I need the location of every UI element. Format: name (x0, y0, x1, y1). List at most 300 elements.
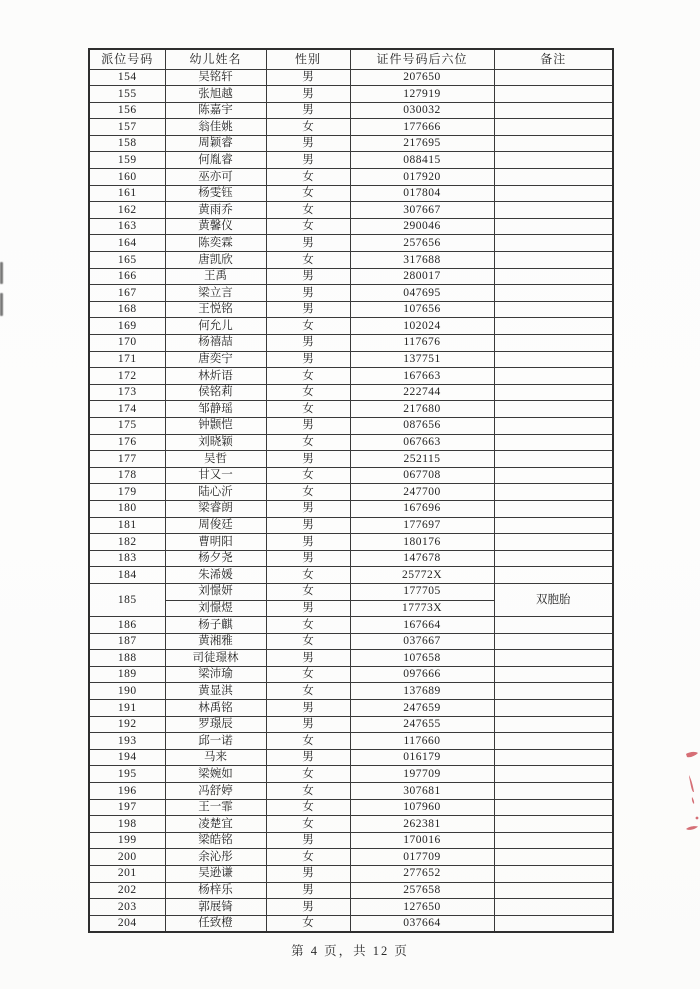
cell-remark (494, 417, 613, 434)
cell-child-name: 钟颢恺 (165, 417, 266, 434)
column-header-gender: 性别 (266, 49, 350, 69)
cell-child-name: 马来 (165, 749, 266, 766)
cell-id-last6: 137751 (350, 351, 494, 368)
table-row (89, 368, 613, 385)
cell-gender: 女 (266, 185, 350, 202)
cell-child-name: 王禹 (165, 268, 266, 285)
cell-gender: 女 (266, 766, 350, 783)
cell-child-name: 邹静瑶 (165, 401, 266, 418)
cell-child-name: 曹明阳 (165, 534, 266, 551)
cell-remark (494, 816, 613, 833)
cell-remark (494, 733, 613, 750)
cell-remark (494, 866, 613, 883)
cell-remark (494, 152, 613, 169)
cell-child-name: 杨夕尧 (165, 550, 266, 567)
cell-remark (494, 650, 613, 667)
cell-gender: 男 (266, 335, 350, 352)
table-row (89, 102, 613, 119)
cell-remark (494, 235, 613, 252)
cell-gender: 女 (266, 252, 350, 269)
cell-remark (494, 119, 613, 136)
table-row (89, 69, 613, 86)
table-row (89, 666, 613, 683)
cell-gender: 男 (266, 135, 350, 152)
cell-id-last6: 047695 (350, 285, 494, 302)
cell-child-name: 司徒璟林 (165, 650, 266, 667)
cell-child-name: 吴逊谦 (165, 866, 266, 883)
table-row (89, 202, 613, 219)
cell-gender: 男 (266, 550, 350, 567)
cell-child-name: 刘憬妍 (165, 583, 266, 600)
cell-remark (494, 434, 613, 451)
table-row (89, 749, 613, 766)
cell-id-last6: 197709 (350, 766, 494, 783)
table-row (89, 451, 613, 468)
table-row (89, 285, 613, 302)
cell-id-last6: 137689 (350, 683, 494, 700)
cell-remark (494, 351, 613, 368)
cell-id-last6: 037667 (350, 633, 494, 650)
cell-child-name: 唐凯欣 (165, 252, 266, 269)
cell-gender: 男 (266, 235, 350, 252)
cell-gender: 男 (266, 600, 350, 617)
cell-remark (494, 384, 613, 401)
cell-allocation-number: 199 (89, 832, 165, 849)
cell-gender: 女 (266, 666, 350, 683)
cell-gender: 女 (266, 849, 350, 866)
cell-allocation-number: 159 (89, 152, 165, 169)
cell-gender: 女 (266, 617, 350, 634)
table-row (89, 766, 613, 783)
table-row (89, 882, 613, 899)
cell-allocation-number: 167 (89, 285, 165, 302)
cell-id-last6: 117676 (350, 335, 494, 352)
column-header-name: 幼儿姓名 (165, 49, 266, 69)
cell-child-name: 刘晓颖 (165, 434, 266, 451)
cell-child-name: 黄雨乔 (165, 202, 266, 219)
cell-child-name: 黄湘雅 (165, 633, 266, 650)
cell-child-name: 梁皓铭 (165, 832, 266, 849)
cell-id-last6: 217695 (350, 135, 494, 152)
cell-allocation-number: 169 (89, 318, 165, 335)
cell-remark (494, 550, 613, 567)
cell-remark (494, 617, 613, 634)
cell-remark (494, 401, 613, 418)
cell-id-last6: 030032 (350, 102, 494, 119)
cell-gender: 女 (266, 318, 350, 335)
table-row (89, 401, 613, 418)
cell-id-last6: 147678 (350, 550, 494, 567)
cell-id-last6: 177705 (350, 583, 494, 600)
cell-id-last6: 037664 (350, 915, 494, 932)
cell-id-last6: 170016 (350, 832, 494, 849)
cell-gender: 女 (266, 633, 350, 650)
cell-allocation-number: 179 (89, 484, 165, 501)
cell-id-last6: 257656 (350, 235, 494, 252)
cell-child-name: 林禹铭 (165, 700, 266, 717)
table-header-row (89, 49, 613, 69)
cell-id-last6: 117660 (350, 733, 494, 750)
cell-child-name: 黄显淇 (165, 683, 266, 700)
cell-gender: 女 (266, 683, 350, 700)
table-row (89, 534, 613, 551)
cell-gender: 男 (266, 700, 350, 717)
table-row (89, 218, 613, 235)
cell-gender: 男 (266, 650, 350, 667)
cell-remark (494, 484, 613, 501)
cell-gender: 男 (266, 517, 350, 534)
table-row (89, 318, 613, 335)
cell-allocation-number: 192 (89, 716, 165, 733)
cell-remark (494, 500, 613, 517)
cell-id-last6: 107656 (350, 301, 494, 318)
cell-child-name: 杨子麒 (165, 617, 266, 634)
cell-child-name: 朱浠媛 (165, 567, 266, 584)
cell-gender: 女 (266, 169, 350, 186)
cell-allocation-number: 194 (89, 749, 165, 766)
cell-gender: 女 (266, 368, 350, 385)
cell-gender: 女 (266, 384, 350, 401)
cell-id-last6: 087656 (350, 417, 494, 434)
cell-gender: 女 (266, 202, 350, 219)
cell-gender: 男 (266, 69, 350, 86)
cell-gender: 男 (266, 749, 350, 766)
cell-child-name: 任致橙 (165, 915, 266, 932)
cell-child-name: 杨雯钰 (165, 185, 266, 202)
allocation-table (88, 48, 614, 933)
cell-id-last6: 307667 (350, 202, 494, 219)
cell-remark (494, 285, 613, 302)
cell-gender: 女 (266, 401, 350, 418)
table-row (89, 434, 613, 451)
cell-child-name: 黄馨仪 (165, 218, 266, 235)
cell-gender: 男 (266, 866, 350, 883)
cell-allocation-number: 191 (89, 700, 165, 717)
cell-gender: 女 (266, 567, 350, 584)
cell-gender: 女 (266, 783, 350, 800)
cell-allocation-number: 184 (89, 567, 165, 584)
cell-remark (494, 766, 613, 783)
cell-id-last6: 107960 (350, 799, 494, 816)
cell-child-name: 何胤睿 (165, 152, 266, 169)
table-row (89, 235, 613, 252)
cell-remark (494, 335, 613, 352)
cell-allocation-number: 195 (89, 766, 165, 783)
cell-gender: 男 (266, 832, 350, 849)
cell-id-last6: 017804 (350, 185, 494, 202)
table-row (89, 335, 613, 352)
cell-child-name: 梁沛瑜 (165, 666, 266, 683)
page-footer: 第 4 页，共 12 页 (291, 944, 409, 958)
cell-allocation-number: 172 (89, 368, 165, 385)
cell-allocation-number: 182 (89, 534, 165, 551)
table-row (89, 135, 613, 152)
table-row (89, 417, 613, 434)
cell-id-last6: 222744 (350, 384, 494, 401)
cell-allocation-number: 203 (89, 899, 165, 916)
cell-child-name: 侯铭莉 (165, 384, 266, 401)
table-row (89, 517, 613, 534)
cell-child-name: 郭展锜 (165, 899, 266, 916)
cell-allocation-number: 187 (89, 633, 165, 650)
cell-child-name: 陆心沂 (165, 484, 266, 501)
table-row (89, 301, 613, 318)
cell-allocation-number: 200 (89, 849, 165, 866)
cell-remark (494, 882, 613, 899)
cell-allocation-number: 160 (89, 169, 165, 186)
cell-gender: 男 (266, 268, 350, 285)
table-row (89, 567, 613, 584)
cell-allocation-number: 178 (89, 467, 165, 484)
cell-child-name: 王悦铭 (165, 301, 266, 318)
column-header-no: 派位号码 (89, 49, 165, 69)
cell-child-name: 甘又一 (165, 467, 266, 484)
table-row (89, 351, 613, 368)
table-row (89, 633, 613, 650)
cell-remark (494, 567, 613, 584)
cell-remark (494, 467, 613, 484)
cell-id-last6: 25772X (350, 567, 494, 584)
table-row (89, 500, 613, 517)
cell-child-name: 周颖睿 (165, 135, 266, 152)
cell-child-name: 梁婉如 (165, 766, 266, 783)
cell-allocation-number: 157 (89, 119, 165, 136)
cell-remark (494, 832, 613, 849)
cell-child-name: 唐奕宁 (165, 351, 266, 368)
cell-id-last6: 277652 (350, 866, 494, 883)
cell-id-last6: 102024 (350, 318, 494, 335)
cell-gender: 男 (266, 899, 350, 916)
cell-remark (494, 169, 613, 186)
cell-gender: 女 (266, 119, 350, 136)
table-row (89, 86, 613, 103)
cell-remark (494, 135, 613, 152)
table-row (89, 119, 613, 136)
cell-allocation-number: 175 (89, 417, 165, 434)
cell-gender: 男 (266, 102, 350, 119)
cell-gender: 男 (266, 882, 350, 899)
cell-gender: 女 (266, 434, 350, 451)
cell-id-last6: 127650 (350, 899, 494, 916)
cell-remark (494, 368, 613, 385)
cell-allocation-number: 186 (89, 617, 165, 634)
table-row (89, 169, 613, 186)
cell-remark (494, 517, 613, 534)
cell-allocation-number: 197 (89, 799, 165, 816)
table-row (89, 799, 613, 816)
cell-child-name: 吴哲 (165, 451, 266, 468)
cell-gender: 男 (266, 285, 350, 302)
cell-remark (494, 716, 613, 733)
cell-gender: 男 (266, 451, 350, 468)
table-row (89, 583, 613, 600)
cell-allocation-number: 201 (89, 866, 165, 883)
cell-gender: 女 (266, 816, 350, 833)
cell-id-last6: 262381 (350, 816, 494, 833)
cell-child-name: 王一霏 (165, 799, 266, 816)
table-row (89, 268, 613, 285)
cell-gender: 男 (266, 152, 350, 169)
cell-allocation-number: 166 (89, 268, 165, 285)
table-row (89, 185, 613, 202)
cell-allocation-number: 173 (89, 384, 165, 401)
table-row (89, 683, 613, 700)
cell-allocation-number: 163 (89, 218, 165, 235)
cell-child-name: 陈嘉宇 (165, 102, 266, 119)
cell-allocation-number: 188 (89, 650, 165, 667)
table-row (89, 849, 613, 866)
cell-remark (494, 683, 613, 700)
cell-allocation-number: 185 (89, 583, 165, 616)
cell-child-name: 梁睿朗 (165, 500, 266, 517)
column-header-id_last6: 证件号码后六位 (350, 49, 494, 69)
cell-allocation-number: 164 (89, 235, 165, 252)
cell-allocation-number: 174 (89, 401, 165, 418)
cell-id-last6: 307681 (350, 783, 494, 800)
cell-id-last6: 207650 (350, 69, 494, 86)
cell-remark (494, 451, 613, 468)
cell-child-name: 杨梓乐 (165, 882, 266, 899)
cell-id-last6: 177697 (350, 517, 494, 534)
cell-gender: 女 (266, 583, 350, 600)
cell-id-last6: 280017 (350, 268, 494, 285)
cell-child-name: 周俊廷 (165, 517, 266, 534)
cell-remark (494, 915, 613, 932)
cell-id-last6: 016179 (350, 749, 494, 766)
cell-gender: 男 (266, 86, 350, 103)
cell-allocation-number: 168 (89, 301, 165, 318)
cell-remark (494, 86, 613, 103)
cell-allocation-number: 177 (89, 451, 165, 468)
cell-gender: 男 (266, 716, 350, 733)
cell-child-name: 凌楚宜 (165, 816, 266, 833)
cell-allocation-number: 183 (89, 550, 165, 567)
cell-id-last6: 247655 (350, 716, 494, 733)
table-row (89, 716, 613, 733)
table-row (89, 467, 613, 484)
cell-allocation-number: 154 (89, 69, 165, 86)
cell-allocation-number: 158 (89, 135, 165, 152)
cell-id-last6: 167696 (350, 500, 494, 517)
cell-id-last6: 017920 (350, 169, 494, 186)
cell-id-last6: 247700 (350, 484, 494, 501)
cell-allocation-number: 181 (89, 517, 165, 534)
cell-allocation-number: 170 (89, 335, 165, 352)
table-row (89, 915, 613, 932)
table-row (89, 650, 613, 667)
cell-allocation-number: 171 (89, 351, 165, 368)
cell-remark (494, 102, 613, 119)
cell-id-last6: 17773X (350, 600, 494, 617)
cell-gender: 男 (266, 500, 350, 517)
red-stamp-fragment (680, 745, 700, 845)
cell-id-last6: 097666 (350, 666, 494, 683)
cell-child-name: 陈奕霖 (165, 235, 266, 252)
cell-allocation-number: 161 (89, 185, 165, 202)
cell-allocation-number: 202 (89, 882, 165, 899)
cell-gender: 女 (266, 484, 350, 501)
cell-remark (494, 534, 613, 551)
cell-child-name: 巫亦可 (165, 169, 266, 186)
cell-id-last6: 088415 (350, 152, 494, 169)
cell-id-last6: 252115 (350, 451, 494, 468)
cell-remark (494, 69, 613, 86)
cell-allocation-number: 198 (89, 816, 165, 833)
table-row (89, 899, 613, 916)
cell-id-last6: 127919 (350, 86, 494, 103)
scan-edge-smudge (0, 262, 3, 284)
cell-remark (494, 666, 613, 683)
cell-allocation-number: 156 (89, 102, 165, 119)
table-row (89, 550, 613, 567)
cell-gender: 男 (266, 534, 350, 551)
cell-remark (494, 700, 613, 717)
cell-gender: 女 (266, 799, 350, 816)
table-row (89, 783, 613, 800)
cell-allocation-number: 190 (89, 683, 165, 700)
cell-remark (494, 185, 613, 202)
cell-child-name: 梁立言 (165, 285, 266, 302)
table-row (89, 816, 613, 833)
cell-allocation-number: 204 (89, 915, 165, 932)
cell-allocation-number: 155 (89, 86, 165, 103)
cell-id-last6: 017709 (350, 849, 494, 866)
cell-remark (494, 633, 613, 650)
cell-child-name: 冯舒婷 (165, 783, 266, 800)
cell-allocation-number: 176 (89, 434, 165, 451)
column-header-remark: 备注 (494, 49, 613, 69)
cell-id-last6: 107658 (350, 650, 494, 667)
cell-remark (494, 318, 613, 335)
cell-child-name: 罗璟辰 (165, 716, 266, 733)
cell-allocation-number: 196 (89, 783, 165, 800)
table-row (89, 832, 613, 849)
cell-remark (494, 218, 613, 235)
cell-id-last6: 067663 (350, 434, 494, 451)
cell-gender: 男 (266, 351, 350, 368)
cell-id-last6: 177666 (350, 119, 494, 136)
scan-edge-smudge (0, 293, 3, 316)
cell-remark (494, 799, 613, 816)
cell-gender: 男 (266, 301, 350, 318)
cell-id-last6: 167663 (350, 368, 494, 385)
cell-child-name: 张旭越 (165, 86, 266, 103)
table-row (89, 252, 613, 269)
cell-id-last6: 180176 (350, 534, 494, 551)
cell-child-name: 余沁彤 (165, 849, 266, 866)
cell-remark (494, 783, 613, 800)
cell-gender: 女 (266, 915, 350, 932)
cell-remark (494, 849, 613, 866)
cell-child-name: 林炘语 (165, 368, 266, 385)
table-row (89, 617, 613, 634)
cell-id-last6: 167664 (350, 617, 494, 634)
cell-remark (494, 899, 613, 916)
cell-gender: 女 (266, 467, 350, 484)
table-row (89, 152, 613, 169)
cell-remark (494, 301, 613, 318)
cell-remark (494, 252, 613, 269)
cell-id-last6: 317688 (350, 252, 494, 269)
table-row (89, 700, 613, 717)
cell-id-last6: 217680 (350, 401, 494, 418)
cell-allocation-number: 165 (89, 252, 165, 269)
cell-id-last6: 257658 (350, 882, 494, 899)
cell-remark (494, 202, 613, 219)
cell-gender: 女 (266, 218, 350, 235)
table-row (89, 484, 613, 501)
cell-id-last6: 247659 (350, 700, 494, 717)
